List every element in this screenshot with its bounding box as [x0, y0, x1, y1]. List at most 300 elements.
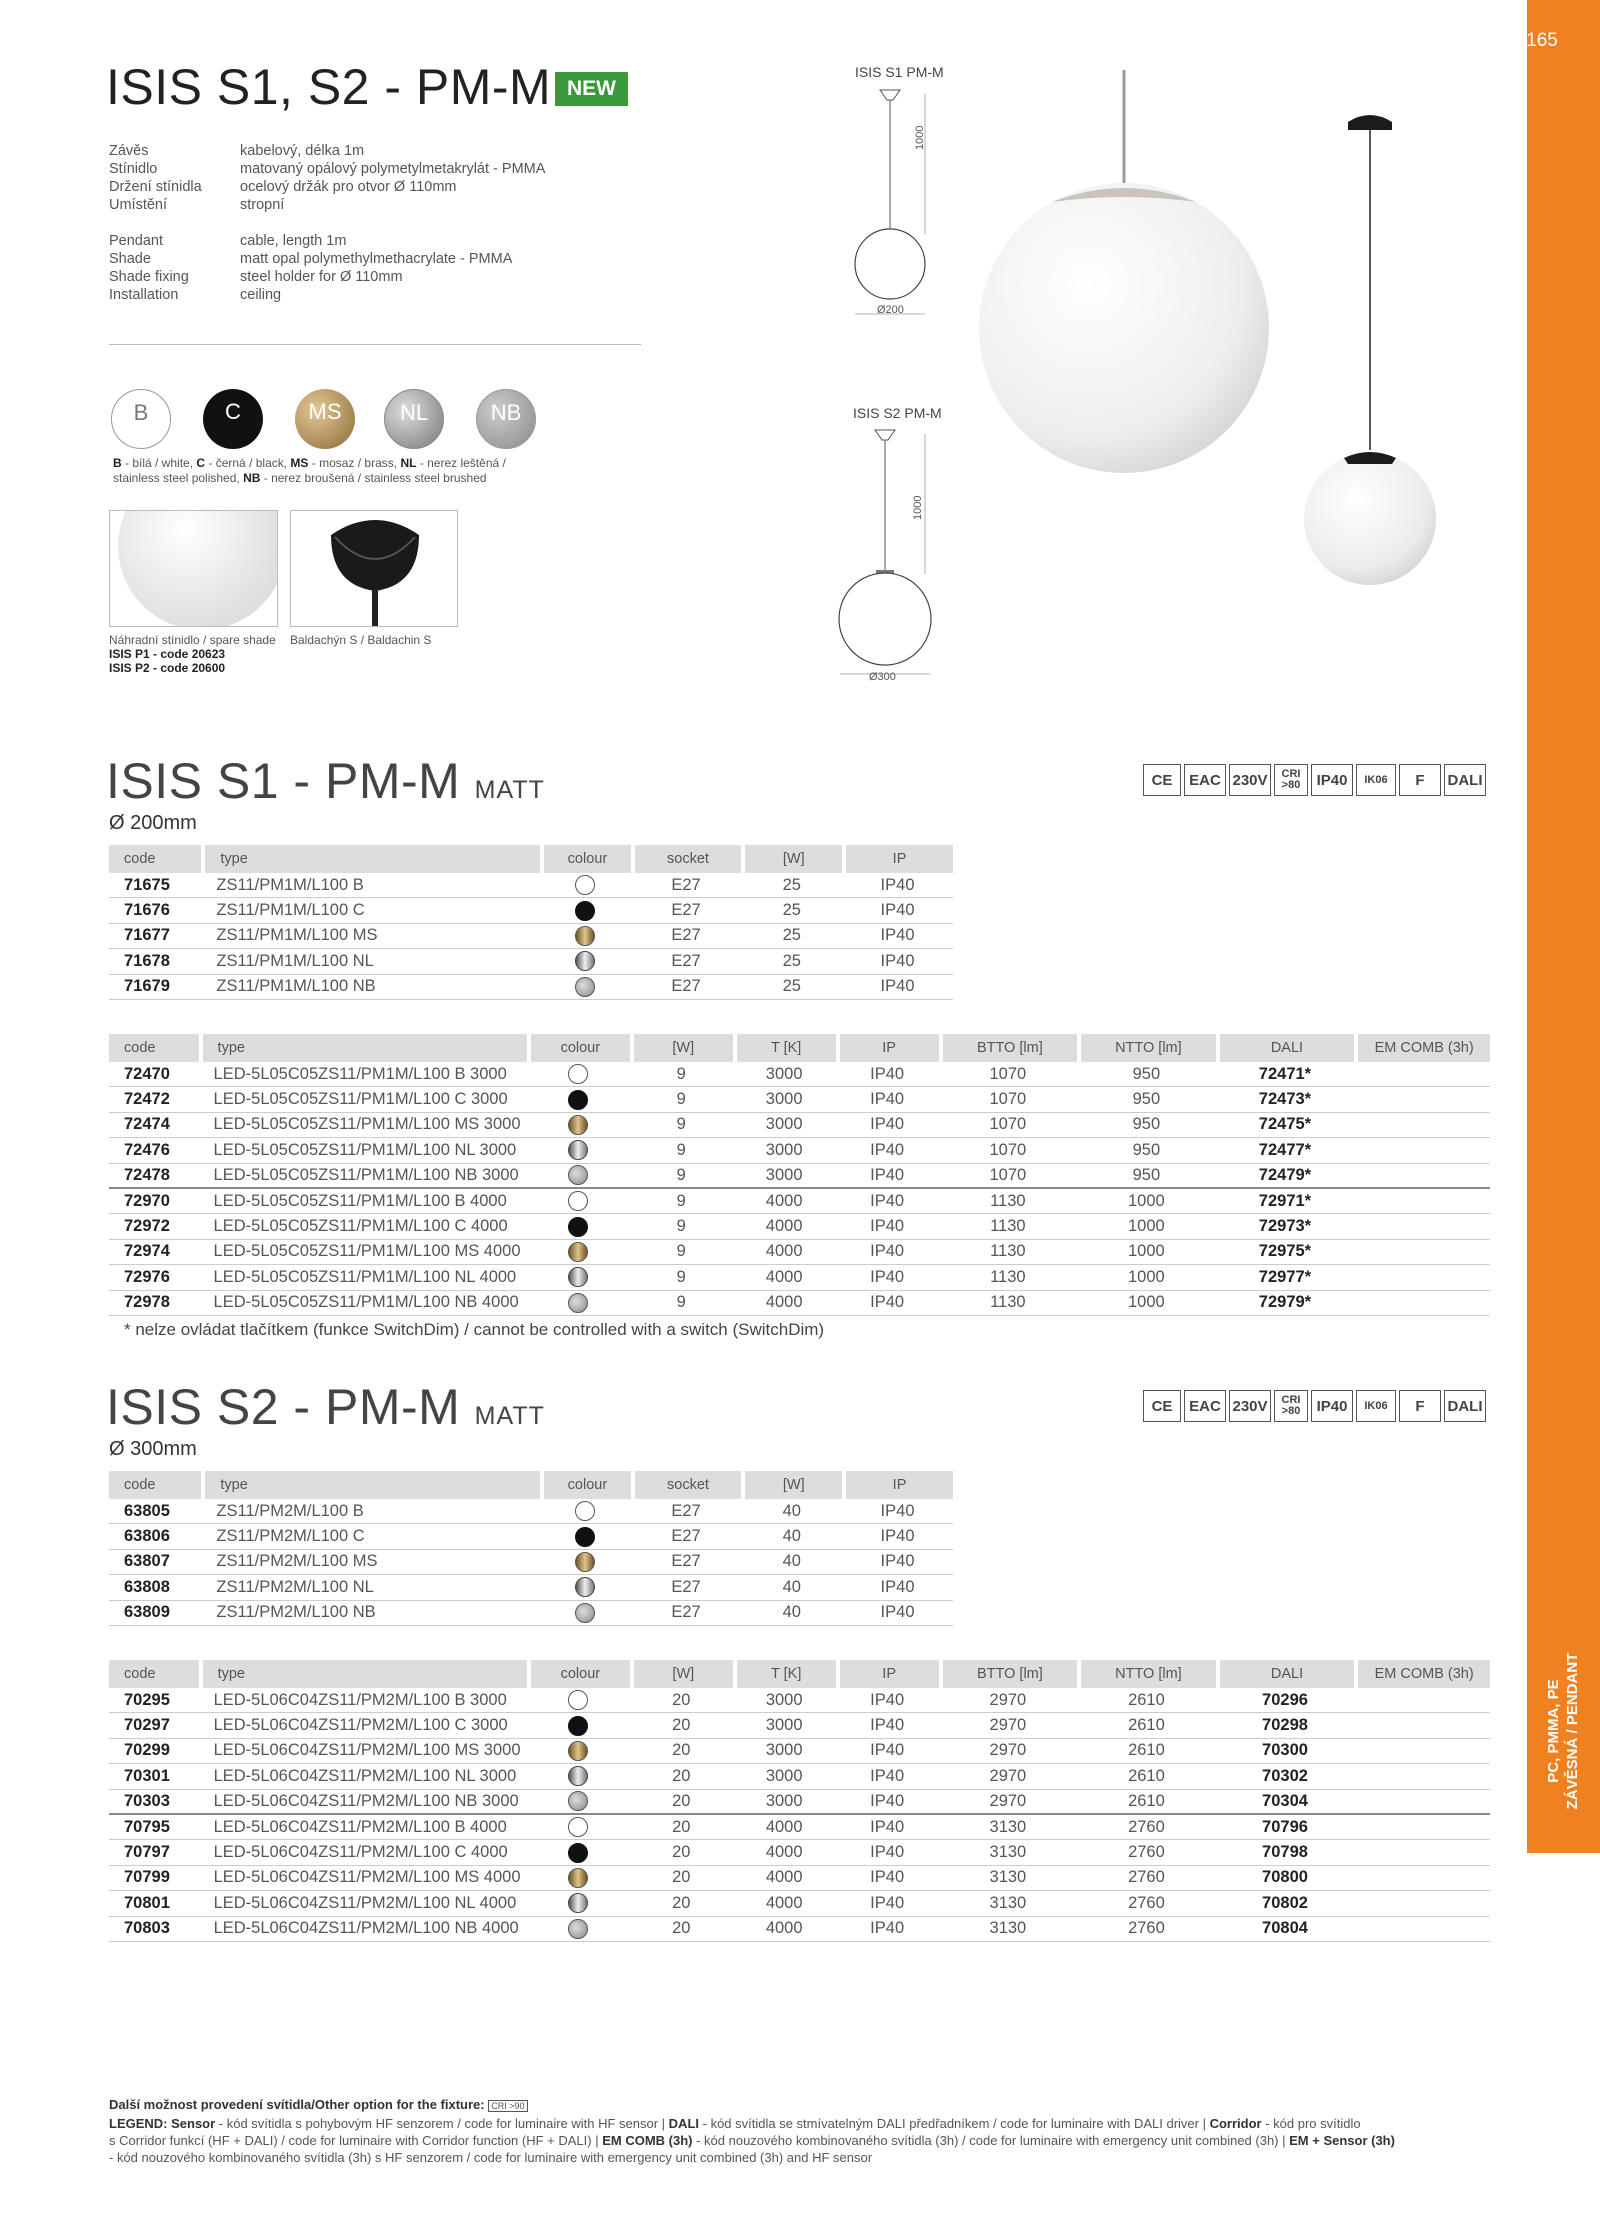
- cell-w: 25: [741, 873, 842, 898]
- colour-dot-icon: [568, 1893, 588, 1913]
- spec-key: Držení stínidla: [109, 179, 202, 195]
- legend-text: - nerez broušená / stainless steel brushed: [260, 471, 487, 485]
- table-row: [109, 1790, 1490, 1815]
- ip-rating-icon: IP40: [1311, 1390, 1353, 1422]
- cell-ip: IP40: [836, 1790, 939, 1815]
- swatch-brass: MS: [295, 389, 355, 449]
- cell-colour: [527, 1713, 630, 1738]
- colour-dot-icon: [568, 1690, 588, 1710]
- ik-rating-icon: IK06: [1356, 764, 1396, 796]
- table-row: [109, 1713, 1490, 1738]
- table-header: IP: [842, 1471, 953, 1499]
- cell-w: 20: [630, 1891, 733, 1916]
- spare-code-p1: ISIS P1 - code 20623: [109, 647, 226, 661]
- spec-key: Pendant: [109, 233, 164, 249]
- cell-btto: 1130: [939, 1214, 1078, 1239]
- side-bar: [1527, 0, 1600, 1853]
- cell-btto: 3130: [939, 1917, 1078, 1942]
- cell-btto: 1070: [939, 1087, 1078, 1112]
- cell-ntto: 950: [1077, 1062, 1216, 1087]
- cell-ntto: 2760: [1077, 1815, 1216, 1840]
- cell-w: 40: [741, 1524, 842, 1549]
- cell-code: 70795: [109, 1815, 199, 1840]
- cell-colour: [540, 1499, 630, 1524]
- cell-code: 71677: [109, 924, 201, 949]
- s2-title-suffix: MATT: [474, 1402, 545, 1430]
- table-header: socket: [631, 845, 742, 873]
- table-header: BTTO [lm]: [939, 1034, 1078, 1062]
- table-row: [109, 1575, 953, 1600]
- colour-dot-icon: [568, 1766, 588, 1786]
- cell-em: [1354, 1866, 1490, 1891]
- cell-btto: 2970: [939, 1790, 1078, 1815]
- table-row: [109, 1214, 1490, 1239]
- cell-colour: [527, 1138, 630, 1163]
- table-row: [109, 1138, 1490, 1163]
- legend-text: - kód nouzového kombinovaného svítidla (3h) s HF senzorem / code for luminaire with emergency unit combined (3h) and HF sensor: [109, 2150, 873, 2165]
- table-header: code: [109, 1660, 199, 1688]
- colour-dot-icon: [568, 1242, 588, 1262]
- cell-socket: E27: [631, 975, 742, 1000]
- cell-ip: IP40: [836, 1891, 939, 1916]
- colour-dot-icon: [568, 1716, 588, 1736]
- cell-colour: [527, 1087, 630, 1112]
- specs-en: [109, 232, 649, 312]
- cell-code: 70803: [109, 1917, 199, 1942]
- cell-colour: [540, 1601, 630, 1626]
- cell-ip: IP40: [842, 1601, 953, 1626]
- colour-dot-icon: [568, 1293, 588, 1313]
- f-mark-icon: F: [1399, 1390, 1441, 1422]
- cell-em: [1354, 1240, 1490, 1265]
- cell-type: LED-5L06C04ZS11/PM2M/L100 C 3000: [199, 1713, 527, 1738]
- s2-led-table: [109, 1660, 1490, 1942]
- other-option-label: Další možnost provedení svítidla/Other option for the fixture:: [109, 2097, 485, 2112]
- cell-code: 70303: [109, 1790, 199, 1815]
- cell-t: 4000: [733, 1815, 836, 1840]
- cell-colour: [540, 975, 630, 1000]
- cell-type: LED-5L05C05ZS11/PM1M/L100 B 4000: [199, 1189, 527, 1214]
- cell-type: ZS11/PM2M/L100 B: [201, 1499, 540, 1524]
- drawing-s1-height: 1000: [914, 125, 926, 150]
- table-row: [109, 1189, 1490, 1214]
- table-header: [W]: [741, 845, 842, 873]
- table-header: type: [199, 1660, 527, 1688]
- cell-ip: IP40: [836, 1265, 939, 1290]
- cell-ip: IP40: [842, 873, 953, 898]
- table-row: [109, 873, 953, 898]
- spec-key: Shade: [109, 251, 151, 267]
- s2-title: [106, 1378, 545, 1436]
- legend-text: s Corridor funkcí (HF + DALI) / code for luminaire with Corridor function (HF + DALI) |: [109, 2133, 603, 2148]
- cell-code: 72974: [109, 1240, 199, 1265]
- cell-type: ZS11/PM1M/L100 B: [201, 873, 540, 898]
- cell-btto: 1070: [939, 1164, 1078, 1189]
- cell-em: [1354, 1891, 1490, 1916]
- cell-socket: E27: [631, 1499, 742, 1524]
- drawing-s2-label: ISIS S2 PM-M: [853, 405, 942, 421]
- table-row: [109, 1739, 1490, 1764]
- spec-value: cable, length 1m: [240, 233, 347, 249]
- cell-type: LED-5L06C04ZS11/PM2M/L100 NB 3000: [199, 1790, 527, 1815]
- table-header: EM COMB (3h): [1354, 1034, 1490, 1062]
- table-header: type: [201, 1471, 540, 1499]
- cell-type: LED-5L05C05ZS11/PM1M/L100 MS 3000: [199, 1113, 527, 1138]
- s2-title-text: ISIS S2 - PM-M: [106, 1379, 461, 1435]
- table-row: [109, 1601, 953, 1626]
- table-row: [109, 1550, 953, 1575]
- cell-t: 4000: [733, 1866, 836, 1891]
- cell-ip: IP40: [836, 1138, 939, 1163]
- table-row: [109, 1840, 1490, 1865]
- eac-mark-icon: EAC: [1184, 1390, 1226, 1422]
- table-row: [109, 1087, 1490, 1112]
- cell-dali: 70300: [1216, 1739, 1355, 1764]
- cell-em: [1354, 1688, 1490, 1713]
- table-header: colour: [527, 1660, 630, 1688]
- f-mark-icon: F: [1399, 764, 1441, 796]
- cell-colour: [527, 1790, 630, 1815]
- spec-value: ocelový držák pro otvor Ø 110mm: [240, 179, 457, 195]
- cell-w: 9: [630, 1138, 733, 1163]
- cell-dali: 70298: [1216, 1713, 1355, 1738]
- cell-code: 71675: [109, 873, 201, 898]
- colour-dot-icon: [568, 1267, 588, 1287]
- cri-icon: CRI >80: [1274, 1390, 1308, 1422]
- cell-ntto: 2760: [1077, 1840, 1216, 1865]
- voltage-icon: 230V: [1229, 1390, 1271, 1422]
- cell-ntto: 950: [1077, 1113, 1216, 1138]
- cell-code: 72970: [109, 1189, 199, 1214]
- cell-t: 3000: [733, 1062, 836, 1087]
- cell-socket: E27: [631, 1550, 742, 1575]
- table-row: [109, 898, 953, 923]
- baldachin-image: [290, 510, 458, 627]
- ik-rating-icon: IK06: [1356, 1390, 1396, 1422]
- cell-w: 20: [630, 1815, 733, 1840]
- cell-dali: 70302: [1216, 1764, 1355, 1789]
- spare-shade-illustration: [110, 511, 278, 627]
- colour-dot-icon: [575, 1501, 595, 1521]
- cell-code: 70801: [109, 1891, 199, 1916]
- cell-colour: [527, 1739, 630, 1764]
- table-row: [109, 924, 953, 949]
- cell-btto: 3130: [939, 1815, 1078, 1840]
- cell-socket: E27: [631, 949, 742, 974]
- table-header: IP: [836, 1660, 939, 1688]
- cell-w: 20: [630, 1917, 733, 1942]
- cell-em: [1354, 1764, 1490, 1789]
- cell-ip: IP40: [842, 1575, 953, 1600]
- drawing-s2-diameter: Ø300: [869, 671, 896, 683]
- spec-value: steel holder for Ø 110mm: [240, 269, 403, 285]
- cell-code: 70299: [109, 1739, 199, 1764]
- cell-ntto: 2610: [1077, 1739, 1216, 1764]
- cell-btto: 1130: [939, 1291, 1078, 1316]
- cell-ntto: 1000: [1077, 1265, 1216, 1290]
- cell-type: ZS11/PM2M/L100 MS: [201, 1550, 540, 1575]
- cell-colour: [540, 924, 630, 949]
- legend-term: LEGEND: Sensor: [109, 2116, 216, 2131]
- cell-colour: [540, 1575, 630, 1600]
- cell-em: [1354, 1815, 1490, 1840]
- cell-colour: [527, 1189, 630, 1214]
- table-header: T [K]: [733, 1660, 836, 1688]
- cell-ntto: 2760: [1077, 1891, 1216, 1916]
- legend-term: Corridor: [1209, 2116, 1262, 2131]
- cell-dali: 72975*: [1216, 1240, 1355, 1265]
- cell-w: 40: [741, 1575, 842, 1600]
- cell-type: LED-5L06C04ZS11/PM2M/L100 NL 3000: [199, 1764, 527, 1789]
- cell-dali: 72471*: [1216, 1062, 1355, 1087]
- cell-code: 72972: [109, 1214, 199, 1239]
- cell-ntto: 1000: [1077, 1240, 1216, 1265]
- table-row: [109, 1815, 1490, 1840]
- cell-dali: 70296: [1216, 1688, 1355, 1713]
- spec-key: Umístění: [109, 197, 168, 213]
- swatch-black: C: [203, 389, 263, 449]
- cell-colour: [527, 1917, 630, 1942]
- spare-shade-caption: [109, 633, 309, 675]
- cell-ip: IP40: [842, 975, 953, 1000]
- cell-t: 3000: [733, 1688, 836, 1713]
- cell-ip: IP40: [836, 1062, 939, 1087]
- cell-w: 20: [630, 1739, 733, 1764]
- swatch-white: B: [111, 389, 171, 449]
- cell-type: LED-5L06C04ZS11/PM2M/L100 C 4000: [199, 1840, 527, 1865]
- table-header: DALI: [1216, 1034, 1355, 1062]
- cell-em: [1354, 1164, 1490, 1189]
- cell-em: [1354, 1790, 1490, 1815]
- cell-colour: [527, 1164, 630, 1189]
- spec-key: Installation: [109, 287, 179, 303]
- cell-dali: 70796: [1216, 1815, 1355, 1840]
- cell-ip: IP40: [836, 1815, 939, 1840]
- side-category-label: [1527, 1640, 1600, 1840]
- cell-ntto: 2760: [1077, 1917, 1216, 1942]
- table-row: [109, 1265, 1490, 1290]
- colour-legend: [113, 456, 573, 486]
- legend-code: B: [113, 456, 122, 470]
- cell-btto: 3130: [939, 1866, 1078, 1891]
- ce-mark-icon: CE: [1143, 764, 1181, 796]
- cell-code: 72976: [109, 1265, 199, 1290]
- table-row: [109, 1891, 1490, 1916]
- colour-dot-icon: [575, 875, 595, 895]
- baldachin-illustration: [291, 511, 458, 627]
- colour-dot-icon: [575, 977, 595, 997]
- cell-t: 3000: [733, 1790, 836, 1815]
- table-header: [W]: [630, 1660, 733, 1688]
- cell-ip: IP40: [836, 1189, 939, 1214]
- colour-dot-icon: [568, 1115, 588, 1135]
- legend-term: DALI: [668, 2116, 700, 2131]
- table-header: code: [109, 1471, 201, 1499]
- cell-ntto: 2610: [1077, 1790, 1216, 1815]
- cell-type: LED-5L06C04ZS11/PM2M/L100 B 4000: [199, 1815, 527, 1840]
- cell-em: [1354, 1138, 1490, 1163]
- cell-btto: 1070: [939, 1138, 1078, 1163]
- cell-code: 63809: [109, 1601, 201, 1626]
- cell-type: LED-5L06C04ZS11/PM2M/L100 MS 3000: [199, 1739, 527, 1764]
- cell-socket: E27: [631, 924, 742, 949]
- cell-em: [1354, 1062, 1490, 1087]
- table-header: [W]: [741, 1471, 842, 1499]
- cell-ntto: 2610: [1077, 1713, 1216, 1738]
- cell-colour: [540, 1550, 630, 1575]
- cell-w: 40: [741, 1601, 842, 1626]
- cell-w: 20: [630, 1790, 733, 1815]
- cell-w: 9: [630, 1087, 733, 1112]
- table-header: code: [109, 845, 201, 873]
- cell-ip: IP40: [842, 1499, 953, 1524]
- cell-ip: IP40: [842, 949, 953, 974]
- cell-ip: IP40: [836, 1240, 939, 1265]
- s2-certifications: [1143, 1390, 1486, 1422]
- table-header: socket: [631, 1471, 742, 1499]
- cell-t: 3000: [733, 1087, 836, 1112]
- cell-ip: IP40: [842, 924, 953, 949]
- cell-colour: [527, 1866, 630, 1891]
- colour-dot-icon: [575, 951, 595, 971]
- cell-code: 70797: [109, 1840, 199, 1865]
- cell-em: [1354, 1113, 1490, 1138]
- cell-w: 9: [630, 1291, 733, 1316]
- cell-w: 20: [630, 1866, 733, 1891]
- cell-ip: IP40: [836, 1917, 939, 1942]
- table-header: EM COMB (3h): [1354, 1660, 1490, 1688]
- s1-title-text: ISIS S1 - PM-M: [106, 753, 461, 809]
- table-header: type: [201, 845, 540, 873]
- cell-type: ZS11/PM1M/L100 C: [201, 898, 540, 923]
- cell-ip: IP40: [836, 1840, 939, 1865]
- legend-text: stainless steel polished,: [113, 471, 244, 485]
- cell-type: ZS11/PM2M/L100 C: [201, 1524, 540, 1549]
- cell-dali: 72477*: [1216, 1138, 1355, 1163]
- cell-t: 4000: [733, 1291, 836, 1316]
- cell-t: 3000: [733, 1713, 836, 1738]
- cell-type: ZS11/PM1M/L100 NB: [201, 975, 540, 1000]
- s1-title: [106, 752, 545, 810]
- colour-dot-icon: [568, 1741, 588, 1761]
- cell-colour: [527, 1891, 630, 1916]
- colour-dot-icon: [575, 1603, 595, 1623]
- cell-colour: [540, 873, 630, 898]
- cell-ip: IP40: [836, 1087, 939, 1112]
- eac-mark-icon: EAC: [1184, 764, 1226, 796]
- cell-t: 3000: [733, 1764, 836, 1789]
- cell-em: [1354, 1189, 1490, 1214]
- s1-led-table: [109, 1034, 1490, 1316]
- specs-cz: [109, 142, 649, 222]
- cell-type: LED-5L06C04ZS11/PM2M/L100 B 3000: [199, 1688, 527, 1713]
- cell-type: LED-5L06C04ZS11/PM2M/L100 NL 4000: [199, 1891, 527, 1916]
- drawing-s2-height: 1000: [912, 495, 924, 520]
- legend-text: - bílá / white,: [121, 456, 197, 470]
- cell-ntto: 2760: [1077, 1866, 1216, 1891]
- cell-em: [1354, 1840, 1490, 1865]
- cell-ip: IP40: [842, 1550, 953, 1575]
- cell-dali: 72479*: [1216, 1164, 1355, 1189]
- cell-btto: 1130: [939, 1189, 1078, 1214]
- cell-type: LED-5L05C05ZS11/PM1M/L100 C 3000: [199, 1087, 527, 1112]
- cell-w: 20: [630, 1764, 733, 1789]
- cell-code: 70799: [109, 1866, 199, 1891]
- baldachin-caption: Baldachýn S / Baldachin S: [290, 633, 432, 647]
- cell-btto: 1130: [939, 1240, 1078, 1265]
- cell-dali: 72971*: [1216, 1189, 1355, 1214]
- drawing-s2: [830, 424, 960, 684]
- colour-dot-icon: [568, 1868, 588, 1888]
- cell-w: 20: [630, 1840, 733, 1865]
- colour-dot-icon: [568, 1791, 588, 1811]
- cell-btto: 2970: [939, 1764, 1078, 1789]
- table-row: [109, 1764, 1490, 1789]
- cell-w: 20: [630, 1688, 733, 1713]
- spec-value: matt opal polymethylmethacrylate - PMMA: [240, 251, 513, 267]
- cell-type: ZS11/PM2M/L100 NL: [201, 1575, 540, 1600]
- cell-t: 4000: [733, 1214, 836, 1239]
- cell-type: LED-5L05C05ZS11/PM1M/L100 MS 4000: [199, 1240, 527, 1265]
- swatch-stainless-brushed: NB: [476, 389, 536, 449]
- cell-t: 3000: [733, 1138, 836, 1163]
- cell-t: 3000: [733, 1113, 836, 1138]
- cell-ip: IP40: [836, 1764, 939, 1789]
- cell-ip: IP40: [836, 1688, 939, 1713]
- table-header: colour: [540, 1471, 630, 1499]
- cell-code: 72478: [109, 1164, 199, 1189]
- table-header: type: [199, 1034, 527, 1062]
- legend-text: - kód svítidla s pohybovým HF senzorem / code for luminaire with HF sensor |: [215, 2116, 669, 2131]
- cell-code: 70297: [109, 1713, 199, 1738]
- table-row: [109, 1062, 1490, 1087]
- cell-dali: 70800: [1216, 1866, 1355, 1891]
- cell-colour: [527, 1840, 630, 1865]
- cell-colour: [540, 898, 630, 923]
- cell-w: 20: [630, 1713, 733, 1738]
- legend-code: MS: [290, 456, 309, 470]
- cell-colour: [527, 1764, 630, 1789]
- cell-t: 4000: [733, 1240, 836, 1265]
- page-title: ISIS S1, S2 - PM-M: [106, 59, 552, 115]
- cell-w: 9: [630, 1265, 733, 1290]
- cell-btto: 1070: [939, 1113, 1078, 1138]
- spec-value: ceiling: [240, 287, 282, 303]
- cell-type: LED-5L05C05ZS11/PM1M/L100 NL 3000: [199, 1138, 527, 1163]
- colour-dot-icon: [575, 1552, 595, 1572]
- colour-dot-icon: [575, 1527, 595, 1547]
- cell-w: 25: [741, 975, 842, 1000]
- ce-mark-icon: CE: [1143, 1390, 1181, 1422]
- dali-icon: DALI: [1444, 764, 1486, 796]
- spec-key: Závěs: [109, 143, 149, 159]
- table-row: [109, 1113, 1490, 1138]
- cell-colour: [540, 1524, 630, 1549]
- cell-socket: E27: [631, 898, 742, 923]
- cell-colour: [527, 1214, 630, 1239]
- cell-w: 40: [741, 1550, 842, 1575]
- cell-t: 3000: [733, 1164, 836, 1189]
- cell-code: 72472: [109, 1087, 199, 1112]
- cell-dali: 70798: [1216, 1840, 1355, 1865]
- spec-key: Stínidlo: [109, 161, 158, 177]
- swatch-stainless-polished: NL: [384, 389, 444, 449]
- cell-w: 25: [741, 924, 842, 949]
- table-header: colour: [540, 845, 630, 873]
- s1-basic-table: [109, 845, 953, 1000]
- drawing-s1-diameter: Ø200: [877, 304, 904, 316]
- legend-text: - mosaz / brass,: [308, 456, 401, 470]
